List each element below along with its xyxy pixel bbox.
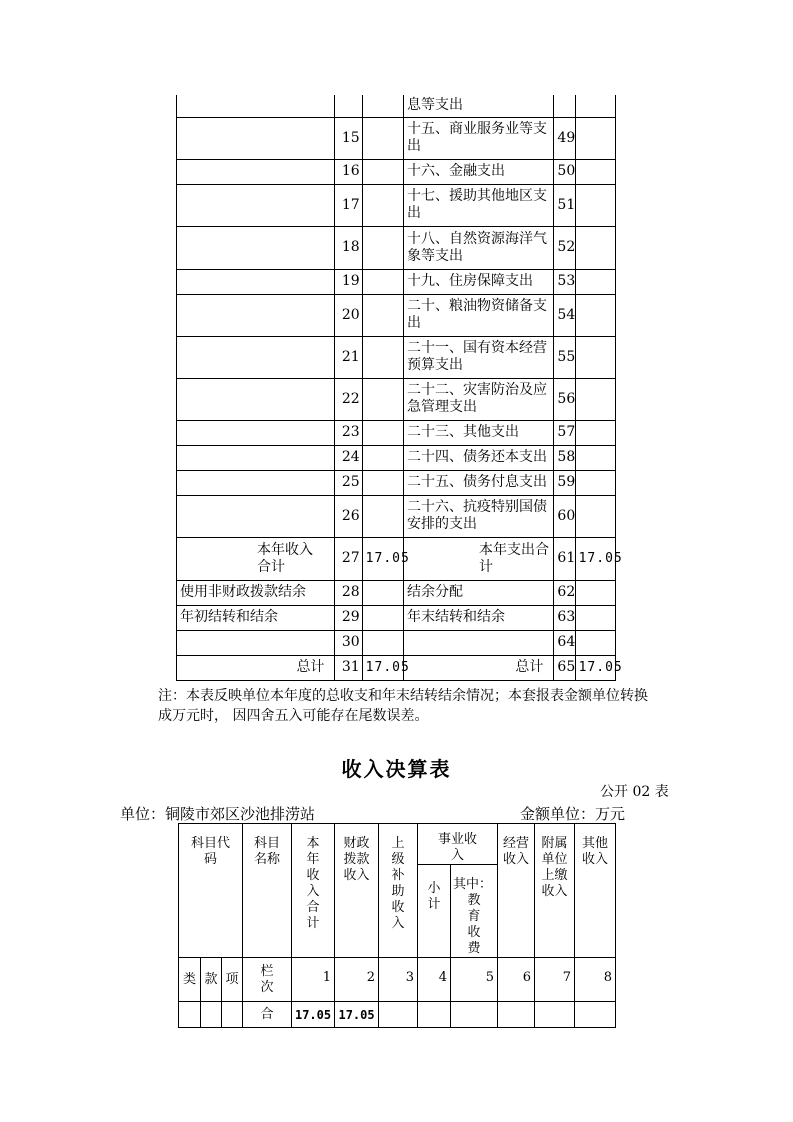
table-row: [177, 537, 616, 580]
row-number: 52: [554, 226, 575, 269]
total-row: [179, 1002, 616, 1028]
table-row: [177, 95, 616, 117]
expense-label: 二十六、抗疫特别国债安排的支出: [404, 495, 554, 537]
row-number: 15: [335, 117, 362, 159]
left-label: [177, 470, 335, 495]
empty-cell: [498, 1002, 535, 1028]
column-number: 2: [335, 958, 379, 1002]
row-number: 58: [554, 445, 575, 470]
income-value: [362, 159, 403, 184]
row-number: 18: [335, 226, 362, 269]
expense-label: 十九、住房保障支出: [404, 269, 554, 294]
income-value: [362, 470, 403, 495]
row-number: 55: [554, 336, 575, 378]
subject-code-header: 科目代码: [179, 824, 243, 958]
row-number: 28: [335, 580, 362, 605]
row-number: 16: [335, 159, 362, 184]
empty-cell: [451, 1002, 498, 1028]
income-value: [362, 630, 403, 655]
column-number: 5: [451, 958, 498, 1002]
income-value: [362, 495, 403, 537]
table-row: [177, 117, 616, 159]
empty-cell: [575, 1002, 616, 1028]
empty-cell: [379, 1002, 418, 1028]
row-number: 31: [335, 655, 362, 680]
header-row: [179, 824, 616, 865]
left-label: [177, 630, 335, 655]
expense-label: 二十三、其他支出: [404, 420, 554, 445]
table-row: [177, 605, 616, 630]
fiscal-header: 财政拨款收入: [335, 824, 379, 958]
expense-value: [575, 630, 615, 655]
income-table: [178, 823, 616, 1028]
expense-label: 二十一、国有资本经营预算支出: [404, 336, 554, 378]
expense-label: 本年支出合计: [404, 537, 554, 580]
business-income-header: 事业收入: [418, 824, 498, 865]
of-which-label: 其中：: [453, 877, 493, 892]
column-number: 8: [575, 958, 616, 1002]
income-value: [362, 269, 403, 294]
expense-label: 十八、自然资源海洋气象等支出: [404, 226, 554, 269]
expense-value: [575, 420, 615, 445]
empty-cell: [179, 1002, 201, 1028]
kuan-header: 款: [201, 958, 222, 1002]
row-number: [554, 95, 575, 117]
empty-cell: [418, 1002, 451, 1028]
income-value: [362, 226, 403, 269]
income-value: [362, 378, 403, 420]
income-value: [362, 336, 403, 378]
expense-label: [404, 630, 554, 655]
expense-label: 十七、援助其他地区支出: [404, 184, 554, 226]
expense-value: [575, 159, 615, 184]
left-label: 年初结转和结余: [177, 605, 335, 630]
row-number: 60: [554, 495, 575, 537]
income-value: [362, 95, 403, 117]
affiliated-header: 附属单位上缴收入: [535, 824, 575, 958]
table-row: [177, 495, 616, 537]
income-value: 17.05: [362, 537, 403, 580]
expense-value: [575, 495, 615, 537]
left-label: [177, 445, 335, 470]
total-label: 合: [243, 1002, 292, 1028]
row-number: 50: [554, 159, 575, 184]
expense-value: [575, 470, 615, 495]
table-row: [177, 630, 616, 655]
expense-label: 结余分配: [404, 580, 554, 605]
row-number: 20: [335, 294, 362, 336]
table-row: [177, 226, 616, 269]
row-number: 53: [554, 269, 575, 294]
row-number: 21: [335, 336, 362, 378]
left-label: 使用非财政拨款结余: [177, 580, 335, 605]
left-label: [177, 95, 335, 117]
xiang-header: 项: [222, 958, 243, 1002]
column-number: 3: [379, 958, 418, 1002]
table-row: [177, 336, 616, 378]
income-value: [362, 294, 403, 336]
left-label: 总计: [177, 655, 335, 680]
row-number: 24: [335, 445, 362, 470]
expense-value: [575, 95, 615, 117]
table-row: [177, 378, 616, 420]
expense-value: [575, 117, 615, 159]
column-number: 4: [418, 958, 451, 1002]
income-value: 17.05: [362, 655, 403, 680]
table-row: [177, 159, 616, 184]
table-row: [177, 184, 616, 226]
expense-value: [575, 445, 615, 470]
total-income-header: 本年收入合计: [292, 824, 335, 958]
left-label: [177, 117, 335, 159]
page-title: 收入决算表: [341, 757, 452, 781]
other-header: 其他收入: [575, 824, 616, 958]
row-number: 54: [554, 294, 575, 336]
table-note: 注：本表反映单位本年度的总收支和年末结转结余情况；本套报表金额单位转换成万元时， 因四舍五入可能存在尾数误差。: [158, 688, 648, 724]
row-number: 51: [554, 184, 575, 226]
row-number: 23: [335, 420, 362, 445]
left-label: [177, 269, 335, 294]
row-number: 64: [554, 630, 575, 655]
expense-label: 十六、金融支出: [404, 159, 554, 184]
expense-label: 二十二、灾害防治及应急管理支出: [404, 378, 554, 420]
expense-label: 总计: [404, 655, 554, 680]
income-value: [362, 117, 403, 159]
left-label: [177, 336, 335, 378]
column-number-row: [179, 958, 616, 1002]
operating-header: 经营收入: [498, 824, 535, 958]
left-label: [177, 226, 335, 269]
expense-value: [575, 336, 615, 378]
fiscal-income-value: 17.05: [335, 1002, 379, 1028]
column-number: 7: [535, 958, 575, 1002]
expense-label: 二十四、债务还本支出: [404, 445, 554, 470]
row-number: 65: [554, 655, 575, 680]
left-label: [177, 159, 335, 184]
empty-cell: [222, 1002, 243, 1028]
expense-label: 二十五、债务付息支出: [404, 470, 554, 495]
row-number: 49: [554, 117, 575, 159]
column-number: 1: [292, 958, 335, 1002]
expense-value: 17.05: [575, 655, 615, 680]
table-row: [177, 269, 616, 294]
row-number: 25: [335, 470, 362, 495]
form-number: 公开 02 表: [600, 784, 669, 800]
row-number: 62: [554, 580, 575, 605]
empty-cell: [201, 1002, 222, 1028]
left-label: [177, 378, 335, 420]
left-label: [177, 294, 335, 336]
expense-label: 二十、粮油物资储备支出: [404, 294, 554, 336]
table-row: [177, 445, 616, 470]
expense-label: 息等支出: [404, 95, 554, 117]
expense-value: [575, 605, 615, 630]
table-row: [177, 294, 616, 336]
row-number: 61: [554, 537, 575, 580]
income-value: [362, 580, 403, 605]
row-number: 27: [335, 537, 362, 580]
expense-value: [575, 580, 615, 605]
of-which-header: [451, 865, 498, 958]
expense-value: [575, 378, 615, 420]
unit-name: 单位：铜陵市郊区沙池排涝站: [120, 805, 316, 823]
row-number: 19: [335, 269, 362, 294]
row-number: 30: [335, 630, 362, 655]
row-number: 26: [335, 495, 362, 537]
row-number: [335, 95, 362, 117]
row-number: 57: [554, 420, 575, 445]
row-number: 63: [554, 605, 575, 630]
row-number: 17: [335, 184, 362, 226]
total-income-value: 17.05: [292, 1002, 335, 1028]
income-value: [362, 184, 403, 226]
subject-name-header: 科目名称: [243, 824, 292, 958]
lanci-header: 栏次: [243, 958, 292, 1002]
amount-unit: 金额单位：万元: [520, 805, 626, 823]
subtotal-header: 小计: [418, 865, 451, 958]
left-label: [177, 184, 335, 226]
lei-header: 类: [179, 958, 201, 1002]
income-value: [362, 445, 403, 470]
row-number: 22: [335, 378, 362, 420]
empty-cell: [535, 1002, 575, 1028]
income-value: [362, 605, 403, 630]
expense-value: 17.05: [575, 537, 615, 580]
summary-table: [176, 95, 623, 681]
expense-label: 年末结转和结余: [404, 605, 554, 630]
left-label: 本年收入合计: [177, 537, 335, 580]
income-value: [362, 420, 403, 445]
expense-value: [575, 294, 615, 336]
row-number: 29: [335, 605, 362, 630]
expense-value: [575, 269, 615, 294]
expense-value: [575, 226, 615, 269]
table-row: [177, 580, 616, 605]
expense-value: [575, 184, 615, 226]
table-row: [177, 655, 616, 680]
left-label: [177, 495, 335, 537]
left-label: [177, 420, 335, 445]
education-header: 教育收费: [467, 893, 481, 956]
column-number: 6: [498, 958, 535, 1002]
table-row: [177, 420, 616, 445]
superior-header: 上级补助收入: [379, 824, 418, 958]
expense-label: 十五、商业服务业等支出: [404, 117, 554, 159]
table-row: [177, 470, 616, 495]
row-number: 59: [554, 470, 575, 495]
row-number: 56: [554, 378, 575, 420]
